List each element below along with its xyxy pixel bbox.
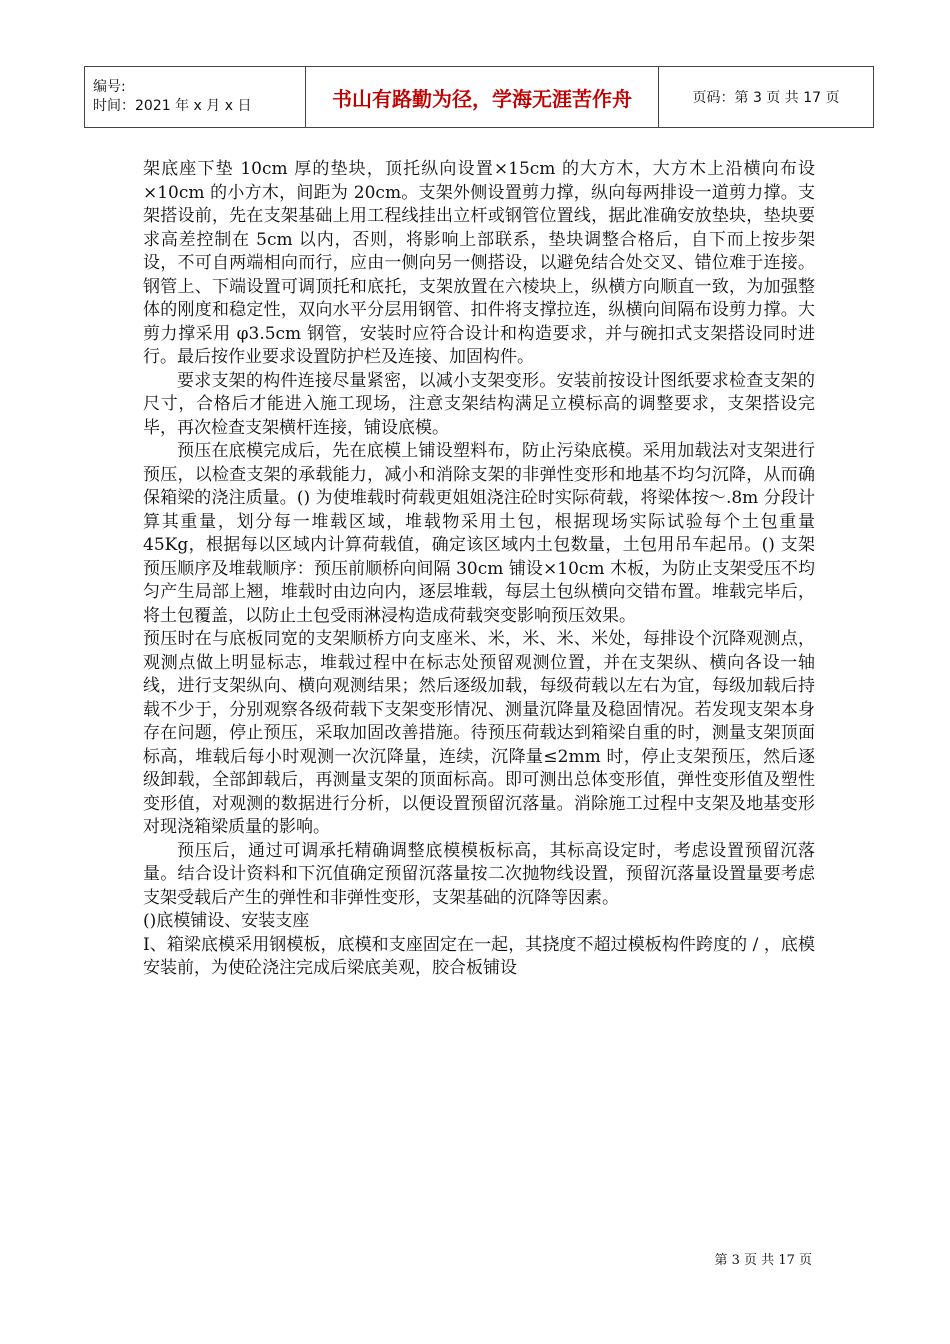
time-label: 时间：2021 年 x 月 x 日: [93, 98, 252, 114]
header-page-info: 页码：第 3 页 共 17 页: [659, 67, 874, 128]
paragraph-4: 预压时在与底板同宽的支架顺桥方向支座米、米，米、米、米处，每排设个沉降观测点，观测点做上明显标志，堆载过程中在标志处预留观测位置，并在支架纵、横向各设一轴线，进行支架纵向、横向观测结果；然后逐级加载，每级荷载以左右为宜，每级加载后持载不少于，分别观察各级荷载下支架变形情况、测量沉降量及稳固情况。若发现支架本身存在问题，停止预压，采取加固改善措施。待预压荷载达到箱梁自重的时，测量支架顶面标高，堆载后每小时观测一次沉降量，连续，沉降量≤2mm 时，停止支架预压，然后逐级卸载，全部卸载后，再测量支架的顶面标高。即可测出总体变形值，弹性变形值及塑性变形值，对观测的数据进行分析，以便设置预留沉落量。消除施工过程中支架及地基变形对现浇箱梁质量的影响。: [143, 629, 815, 837]
header-motto: 书山有路勤为径，学海无涯苦作舟: [306, 67, 659, 128]
paragraph-5: 预压后，通过可调承托精确调整底模模板标高，其标高设定时，考虑设置预留沉落量。结合设计资料和下沉值确定预留沉落量按二次抛物线设置，预留沉落量设置量要考虑支架受载后产生的弹性和非弹性变形，支架基础的沉降等因素。: [143, 840, 815, 908]
paragraph-7: Ⅰ、箱梁底模采用钢模板，底模和支座固定在一起，其挠度不超过模板构件跨度的 / ，底模安装前，为使砼浇注完成后梁底美观，胶合板铺设: [143, 934, 815, 978]
header-meta: [85, 67, 306, 128]
number-label: 编号:: [93, 79, 126, 95]
section-heading: ()底模铺设、安装支座: [143, 911, 310, 931]
document-body: [143, 158, 815, 981]
paragraph-3: 预压在底模完成后，先在底模上铺设塑料布，防止污染底模。采用加载法对支架进行预压，以检查支架的承载能力，减小和消除支架的非弹性变形和地基不均匀沉降，从而确保箱梁的浇注质量。() 为使堆载时荷载更姐姐浇注砼时实际荷载，将梁体按～.8m 分段计算其重量，划分每一堆载区域，堆载物采用土包，根据现场实际试验每个土包重量 45Kg，根据每以区域内计算荷载值，确定该区域内土包数量，土包用吊车起吊。() 支架预压顺序及堆载顺序：预压前顺桥向间隔 30cm 铺设×10cm 木板，为防止支架受压不均匀产生局部上翘，堆载时由边向内，逐层堆载，每层土包纵横向交错布置。堆载完毕后，将土包覆盖，以防止土包受雨淋浸构造成荷载突变影响预压效果。: [143, 441, 815, 626]
paragraph-2: 要求支架的构件连接尽量紧密，以减小支架变形。安装前按设计图纸要求检查支架的尺寸，合格后才能进入施工现场，注意支架结构满足立模标高的调整要求，支架搭设完毕，再次检查支架横杆连接，铺设底模。: [143, 370, 815, 438]
page-footer: 第 3 页 共 17 页: [714, 1253, 812, 1268]
paragraph-1: 架底座下垫 10cm 厚的垫块，顶托纵向设置×15cm 的大方木，大方木上沿横向布设×10cm 的小方木，间距为 20cm。支架外侧设置剪力撑，纵向每两排设一道剪力撑。支架搭设前，先在支架基础上用工程线挂出立杆或钢管位置线，据此准确安放垫块，垫块要求高差控制在 5cm 以内，否则，将影响上部联系，垫块调整合格后，自下而上按步架设，不可自两端相向而行，应由一侧向另一侧搭设，以避免结合处交叉、错位难于连接。钢管上、下端设置可调顶托和底托，支架放置在六棱块上，纵横方向顺直一致，为加强整体的刚度和稳定性，双向水平分层用钢管、扣件将支撑拉连，纵横向间隔布设剪力撑。大剪力撑采用 φ3.5cm 钢管，安装时应符合设计和构造要求，并与碗扣式支架搭设同时进行。最后按作业要求设置防护栏及连接、加固构件。: [143, 159, 815, 367]
page-header: [84, 66, 874, 128]
